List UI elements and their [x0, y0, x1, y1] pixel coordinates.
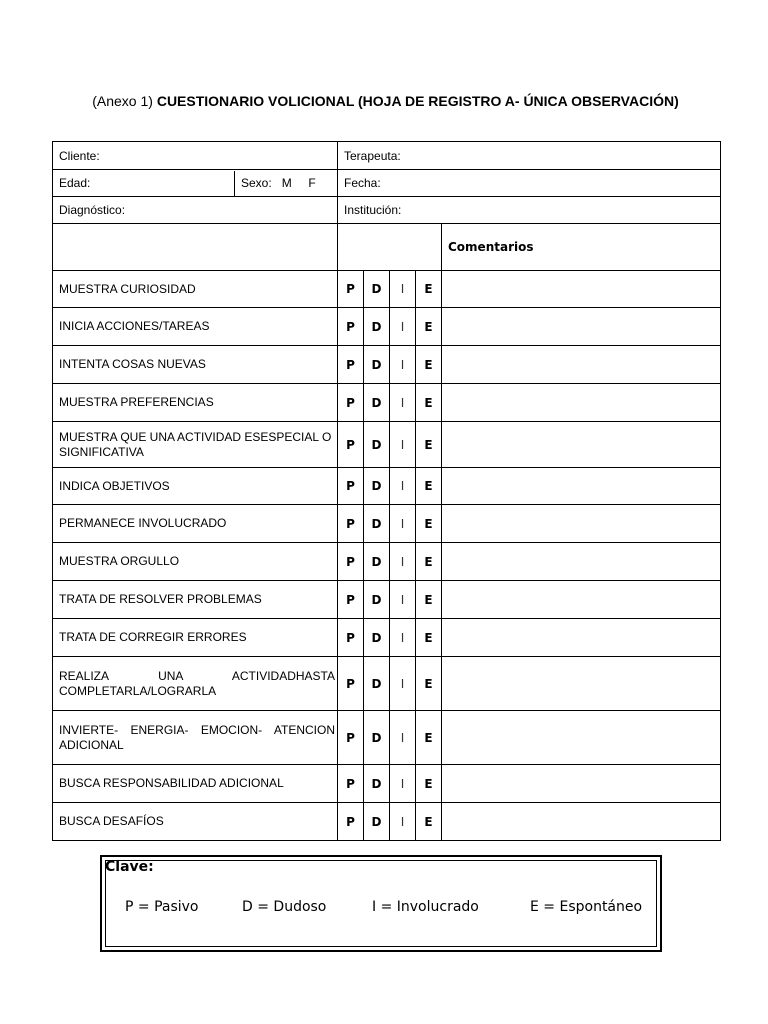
code-p-option[interactable]: P [338, 346, 364, 384]
code-e-option[interactable]: E [416, 765, 442, 803]
item-label: INICIA ACCIONES/TAREAS [53, 308, 338, 346]
code-p-option[interactable]: P [338, 803, 364, 841]
edad-sexo-cell [53, 170, 338, 197]
registro-table [52, 141, 721, 841]
code-i-option[interactable]: I [390, 803, 416, 841]
code-p-option[interactable]: P [338, 543, 364, 581]
item-label: BUSCA DESAFÍOS [53, 803, 338, 841]
item-label: MUESTRA CURIOSIDAD [53, 271, 338, 308]
comment-cell[interactable] [442, 384, 721, 422]
comment-cell[interactable] [442, 657, 721, 711]
code-p-option[interactable]: P [338, 468, 364, 505]
item-row [53, 543, 721, 581]
code-d-option[interactable]: D [364, 619, 390, 657]
item-row [53, 346, 721, 384]
item-label: MUESTRA QUE UNA ACTIVIDAD ESESPECIAL O SIGNIFICATIVA [53, 422, 338, 468]
comment-cell[interactable] [442, 346, 721, 384]
code-i-option[interactable]: I [390, 765, 416, 803]
item-label: INVIERTE- ENERGIA- EMOCION- ATENCION ADICIONAL [53, 711, 338, 765]
code-d-option[interactable]: D [364, 765, 390, 803]
code-e-option[interactable]: E [416, 308, 442, 346]
code-d-option[interactable]: D [364, 505, 390, 543]
codes-header-cell [338, 224, 442, 271]
code-i-option[interactable]: I [390, 543, 416, 581]
item-row [53, 505, 721, 543]
item-row [53, 619, 721, 657]
comment-cell[interactable] [442, 468, 721, 505]
item-label: MUESTRA ORGULLO [53, 543, 338, 581]
code-e-option[interactable]: E [416, 711, 442, 765]
code-d-option[interactable]: D [364, 271, 390, 308]
code-d-option[interactable]: D [364, 346, 390, 384]
code-e-option[interactable]: E [416, 543, 442, 581]
clave-involucrado: I = Involucrado [372, 899, 479, 915]
code-p-option[interactable]: P [338, 619, 364, 657]
cliente-field[interactable]: Cliente: [53, 142, 338, 170]
code-i-option[interactable]: I [390, 711, 416, 765]
code-i-option[interactable]: I [390, 308, 416, 346]
item-row [53, 468, 721, 505]
code-p-option[interactable]: P [338, 581, 364, 619]
comment-cell[interactable] [442, 308, 721, 346]
code-i-option[interactable]: I [390, 657, 416, 711]
code-p-option[interactable]: P [338, 271, 364, 308]
item-label: INDICA OBJETIVOS [53, 468, 338, 505]
code-i-option[interactable]: I [390, 619, 416, 657]
item-row [53, 581, 721, 619]
code-e-option[interactable]: E [416, 581, 442, 619]
code-d-option[interactable]: D [364, 308, 390, 346]
blank-header-cell [53, 224, 338, 271]
code-d-option[interactable]: D [364, 468, 390, 505]
code-d-option[interactable]: D [364, 422, 390, 468]
code-i-option[interactable]: I [390, 581, 416, 619]
item-row [53, 711, 721, 765]
sexo-field[interactable]: Sexo: M F [241, 175, 316, 190]
code-e-option[interactable]: E [416, 271, 442, 308]
clave-espontaneo: E = Espontáneo [530, 899, 643, 915]
code-p-option[interactable]: P [338, 765, 364, 803]
comment-cell[interactable] [442, 505, 721, 543]
comment-cell[interactable] [442, 803, 721, 841]
code-i-option[interactable]: I [390, 505, 416, 543]
code-e-option[interactable]: E [416, 803, 442, 841]
code-d-option[interactable]: D [364, 384, 390, 422]
comment-cell[interactable] [442, 271, 721, 308]
comentarios-header: Comentarios [442, 224, 721, 271]
clave-pasivo: P = Pasivo [125, 899, 199, 915]
comment-cell[interactable] [442, 543, 721, 581]
item-label: BUSCA RESPONSABILIDAD ADICIONAL [53, 765, 338, 803]
item-row [53, 384, 721, 422]
code-p-option[interactable]: P [338, 657, 364, 711]
item-label: REALIZA UNA ACTIVIDADHASTA COMPLETARLA/LOGRARLA [53, 657, 338, 711]
code-i-option[interactable]: I [390, 468, 416, 505]
item-row [53, 657, 721, 711]
item-label: INTENTA COSAS NUEVAS [53, 346, 338, 384]
code-p-option[interactable]: P [338, 505, 364, 543]
code-i-option[interactable]: I [390, 346, 416, 384]
edad-field[interactable]: Edad: [53, 171, 235, 196]
code-i-option[interactable]: I [390, 422, 416, 468]
code-p-option[interactable]: P [338, 384, 364, 422]
code-e-option[interactable]: E [416, 505, 442, 543]
item-row [53, 422, 721, 468]
diagnostico-field[interactable]: Diagnóstico: [53, 197, 338, 224]
institucion-field[interactable]: Institución: [338, 197, 721, 224]
code-e-option[interactable]: E [416, 468, 442, 505]
item-label: PERMANECE INVOLUCRADO [53, 505, 338, 543]
code-p-option[interactable]: P [338, 711, 364, 765]
item-row [53, 271, 721, 308]
terapeuta-field[interactable]: Terapeuta: [338, 142, 721, 170]
code-d-option[interactable]: D [364, 711, 390, 765]
comment-cell[interactable] [442, 422, 721, 468]
clave-title: Clave: [105, 859, 154, 875]
title-prefix: (Anexo 1) [92, 93, 153, 109]
fecha-field[interactable]: Fecha: [338, 170, 721, 197]
code-e-option[interactable]: E [416, 422, 442, 468]
code-e-option[interactable]: E [416, 657, 442, 711]
code-p-option[interactable]: P [338, 308, 364, 346]
item-row [53, 765, 721, 803]
code-i-option[interactable]: I [390, 384, 416, 422]
clave-box [100, 855, 662, 952]
code-d-option[interactable]: D [364, 581, 390, 619]
item-label: MUESTRA PREFERENCIAS [53, 384, 338, 422]
comment-cell[interactable] [442, 711, 721, 765]
item-row [53, 803, 721, 841]
item-label: TRATA DE RESOLVER PROBLEMAS [53, 581, 338, 619]
code-d-option[interactable]: D [364, 803, 390, 841]
code-d-option[interactable]: D [364, 543, 390, 581]
code-p-option[interactable]: P [338, 422, 364, 468]
code-d-option[interactable]: D [364, 657, 390, 711]
item-label: TRATA DE CORREGIR ERRORES [53, 619, 338, 657]
comment-cell[interactable] [442, 581, 721, 619]
code-e-option[interactable]: E [416, 619, 442, 657]
title-bold: CUESTIONARIO VOLICIONAL (HOJA DE REGISTRO A- ÚNICA OBSERVACIÓN) [156, 93, 679, 109]
comment-cell[interactable] [442, 619, 721, 657]
code-e-option[interactable]: E [416, 346, 442, 384]
clave-dudoso: D = Dudoso [242, 899, 327, 915]
item-row [53, 308, 721, 346]
code-e-option[interactable]: E [416, 384, 442, 422]
code-i-option[interactable]: I [390, 271, 416, 308]
comment-cell[interactable] [442, 765, 721, 803]
document-title [52, 92, 719, 111]
